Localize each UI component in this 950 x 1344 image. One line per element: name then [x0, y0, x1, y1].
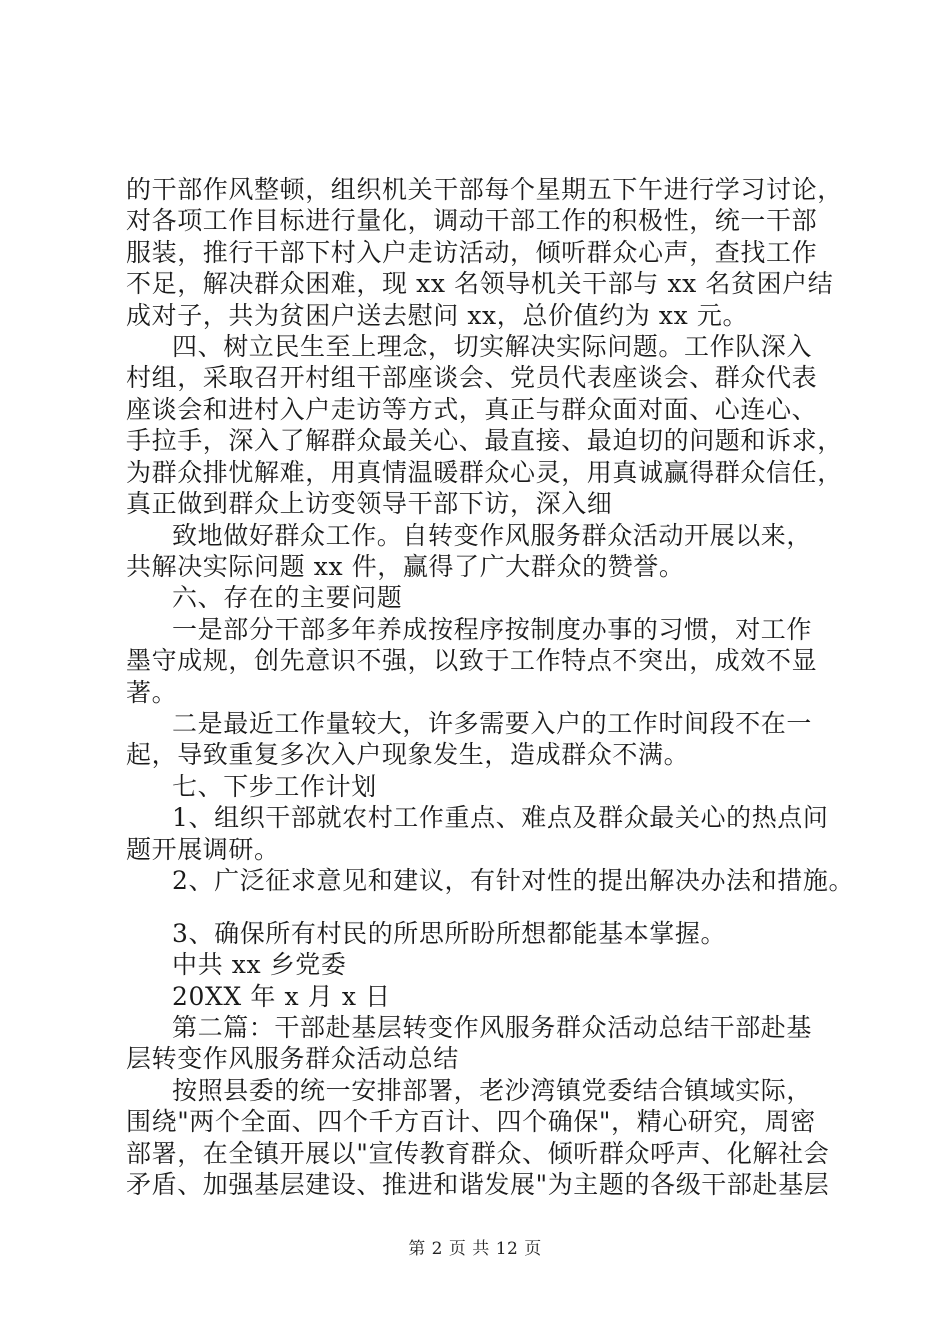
text-line: 第二篇：干部赴基层转变作风服务群众活动总结干部赴基: [172, 1013, 813, 1042]
text-line: 手拉手，深入了解群众最关心、最直接、最迫切的问题和诉求，: [126, 426, 843, 455]
page-footer: 第 2 页 共 12 页: [408, 1239, 542, 1259]
text-line: 围绕"两个全面、四个千方百计、四个确保"，精心研究，周密: [126, 1107, 816, 1136]
text-line: 矛盾、加强基层建设、推进和谐发展"为主题的各级干部赴基层: [126, 1170, 830, 1199]
text-line: 二是最近工作量较大，许多需要入户的工作时间段不在一: [172, 709, 813, 738]
text-line: 致地做好群众工作。自转变作风服务群众活动开展以来，: [172, 521, 813, 550]
text-line: 服装，推行干部下村入户走访活动，倾听群众心声，查找工作: [126, 238, 818, 267]
text-line: 墨守成规，创先意识不强，以致于工作特点不突出，成效不显: [126, 646, 818, 675]
text-line: 六、存在的主要问题: [172, 583, 403, 612]
text-line: 3、确保所有村民的所思所盼所想都能基本掌握。: [172, 919, 727, 948]
text-line: 为群众排忧解难，用真情温暖群众心灵，用真诚赢得群众信任，: [126, 458, 843, 487]
text-line: 七、下步工作计划: [172, 772, 377, 801]
text-line: 村组，采取召开村组干部座谈会、党员代表座谈会、群众代表: [126, 363, 818, 392]
text-line: 真正做到群众上访变领导干部下访，深入细: [126, 489, 613, 518]
text-line: 1、组织干部就农村工作重点、难点及群众最关心的热点问: [172, 803, 829, 832]
text-line: 起，导致重复多次入户现象发生，造成群众不满。: [126, 740, 690, 769]
text-line: 的干部作风整顿，组织机关干部每个星期五下午进行学习讨论，: [126, 175, 843, 204]
text-line: 座谈会和进村入户走访等方式，真正与群众面对面、心连心、: [126, 395, 818, 424]
text-line: 部署，在全镇开展以"宣传教育群众、倾听群众呼声、化解社会: [126, 1139, 830, 1168]
text-line: 对各项工作目标进行量化，调动干部工作的积极性，统一干部: [126, 206, 818, 235]
text-line: 题开展调研。: [126, 835, 280, 864]
text-line: 中共 xx 乡党委: [172, 950, 347, 979]
text-line: 20XX 年 x 月 x 日: [172, 982, 391, 1011]
text-line: 成对子，共为贫困户送去慰问 xx，总价值约为 xx 元。: [126, 301, 749, 330]
text-line: 层转变作风服务群众活动总结: [126, 1044, 459, 1073]
text-line: 按照县委的统一安排部署，老沙湾镇党委结合镇域实际，: [172, 1076, 813, 1105]
text-line: 四、树立民生至上理念，切实解决实际问题。工作队深入: [172, 332, 813, 361]
text-line: 共解决实际问题 xx 件，赢得了广大群众的赞誉。: [126, 552, 685, 581]
text-line: 不足，解决群众困难，现 xx 名领导机关干部与 xx 名贫困户结: [126, 269, 834, 298]
text-line: 一是部分干部多年养成按程序按制度办事的习惯，对工作: [172, 615, 813, 644]
text-line: 2、广泛征求意见和建议，有针对性的提出解决办法和措施。: [172, 866, 855, 895]
text-line: 著。: [126, 678, 178, 707]
